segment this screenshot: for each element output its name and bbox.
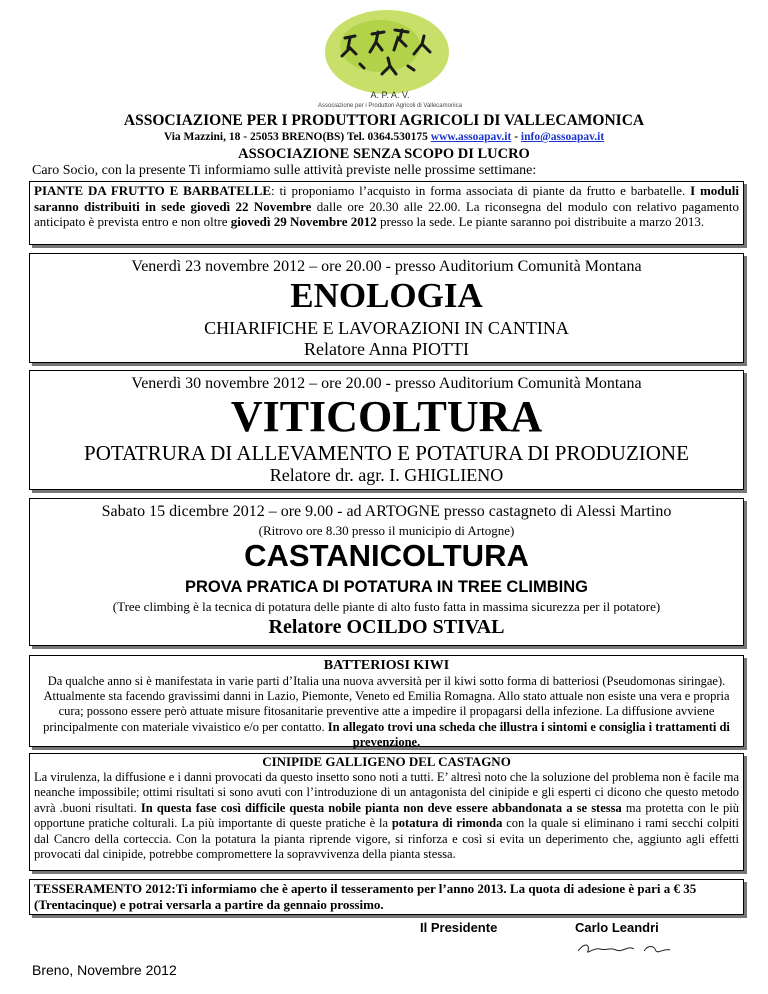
piante-box (29, 181, 744, 245)
viticoltura-box (29, 370, 744, 490)
tesseramento-box (29, 879, 744, 915)
castanicoltura-date: Sabato 15 dicembre 2012 – ore 9.00 - ad ARTOGNE presso castagneto di Alessi Martino (101, 503, 672, 520)
cinipide-title: CINIPIDE GALLIGENO DEL CASTAGNO (262, 754, 511, 769)
cinipide-box (29, 753, 744, 871)
castanicoltura-subtitle: PROVA PRATICA DI POTATURA IN TREE CLIMBING (184, 578, 589, 596)
website-link[interactable]: www.assoapav.it (430, 131, 512, 143)
logo-subtitle: Associazione per i Produttori Agricoli di Vallecamonica (318, 103, 462, 109)
piante-bold-1: I moduli saranno distribuiti in sede giovedì 22 Novembre (34, 183, 739, 214)
viticoltura-subtitle: POTATRURA DI ALLEVAMENTO E POTATURA DI PRODUZIONE (84, 441, 689, 465)
castanicoltura-note: (Tree climbing è la tecnica di potatura delle piante di alto fusto fatta in massima sicurezza per il potatore) (112, 599, 661, 614)
castanicoltura-meeting: (Ritrovo ore 8.30 presso il municipio di Artogne) (258, 523, 515, 538)
cinipide-text-2: ma protetta con le più opportune pratiche colturali. La più importante di queste pratiche è la (34, 800, 740, 831)
enologia-date: Venerdì 23 novembre 2012 – ore 20.00 - presso Auditorium Comunità Montana (131, 258, 642, 275)
viticoltura-speaker: Relatore dr. agr. I. GHIGLIENO (269, 465, 504, 485)
kiwi-body (34, 674, 739, 750)
cinipide-bold-1: In questa fase così difficile questa nobile pianta non deve essere abbandonata a se stessa (140, 800, 622, 815)
logo-graphic (290, 8, 490, 110)
cinipide-body (34, 770, 739, 862)
kiwi-title: BATTERIOSI KIWI (323, 658, 450, 673)
association-title: ASSOCIAZIONE PER I PRODUTTORI AGRICOLI DI VALLECAMONICA (123, 112, 645, 129)
piante-title: PIANTE DA FRUTTO E BARBATELLE (34, 183, 271, 198)
cinipide-bold-2: potatura di rimonda (391, 816, 503, 831)
piante-text-3: presso la sede. Le piante saranno poi distribuite a marzo 2013. (376, 214, 705, 229)
cinipide-text-1: La virulenza, la diffusione e i danni provocati da questo insetto sono noti a tutti. E’ altresì noto che la soluzione del problema non è facile ma neanche impossibile; ottimi risultati si sono avuti con l’introduzione di un antagonista del cinipide e gli esperti ci dicono che questo metodo avrà .buoni risultati. (34, 770, 739, 815)
president-role: Il Presidente (420, 920, 498, 935)
enologia-box (29, 253, 744, 363)
signature-image (572, 939, 682, 959)
viticoltura-date: Venerdì 30 novembre 2012 – ore 20.00 - presso Auditorium Comunità Montana (131, 375, 642, 392)
greeting-text: Caro Socio, con la presente Ti informiamo sulle attività previste nelle prossime settimane: (32, 163, 537, 178)
enologia-speaker: Relatore Anna PIOTTI (304, 339, 469, 359)
cinipide-text-3: con la quale si eliminano i rami secchi colpiti dal Cancro della corteccia. Con la potatura la pianta riprende vigore, si rinforza e così si evita un deperimento che, aggiunto agli effetti provocati dal cinipide, potrebbe compromettere la sopravvivenza della pianta stessa. (34, 816, 740, 862)
piante-text-1: : ti proponiamo l’acquisto in forma associata di piante da frutto e barbatelle. (271, 183, 691, 198)
logo-initials: A. P. A. V. (370, 90, 410, 100)
piante-text-2: dalle ore 20.30 alle 22.00. La riconsegna del modulo con relativo pagamento anticipato è prevista entro e non oltre (34, 198, 739, 229)
castanicoltura-title: CASTANICOLTURA (244, 538, 529, 573)
contact-separator: - (511, 131, 521, 143)
contact-line (0, 131, 768, 143)
association-subtitle: ASSOCIAZIONE SENZA SCOPO DI LUCRO (238, 146, 530, 162)
kiwi-box (29, 655, 744, 747)
signature-scribble (572, 939, 682, 959)
viticoltura-title: VITICOLTURA (230, 392, 543, 441)
enologia-subtitle: CHIARIFICHE E LAVORAZIONI IN CANTINA (204, 318, 569, 338)
address-text: Via Mazzini, 18 - 25053 BRENO(BS) Tel. 0364.530175 (163, 131, 431, 143)
association-logo (290, 8, 490, 110)
castanicoltura-speaker: Relatore OCILDO STIVAL (268, 616, 505, 638)
kiwi-bold: In allegato trovi una scheda che illustra i sintomi e consiglia i trattamenti di prevenzione. (327, 719, 730, 749)
tesseramento-text: TESSERAMENTO 2012:Ti informiamo che è aperto il tesseramento per l’anno 2013. La quota di adesione è pari a € 35 (Trentacinque) e potrai versarla a partire da gennaio prossimo. (34, 881, 697, 912)
piante-bold-2: giovedì 29 Novembre 2012 (230, 214, 377, 229)
president-name: Carlo Leandri (575, 920, 659, 935)
email-link[interactable]: info@assoapav.it (520, 131, 605, 143)
castanicoltura-box (29, 498, 744, 646)
enologia-title: ENOLOGIA (290, 276, 483, 315)
place-date: Breno, Novembre 2012 (32, 962, 177, 978)
kiwi-text: Da qualche anno si è manifestata in varie parti d’Italia una nuova avversità per il kiwi sotto forma di batteriosi (Pseudomonas siringae). Attualmente sta facendo gravissimi danni in Lazio, Piemonte, Veneto ed Emilia Romagna. Allo stato attuale non esiste una vera e propria cura; possono essere però attuate misure fitosanitarie preventive atte a impedire il propagarsi della infezione. La diffusione avviene principalmente con materiale vivaistico e/o per contatto. (43, 674, 730, 734)
